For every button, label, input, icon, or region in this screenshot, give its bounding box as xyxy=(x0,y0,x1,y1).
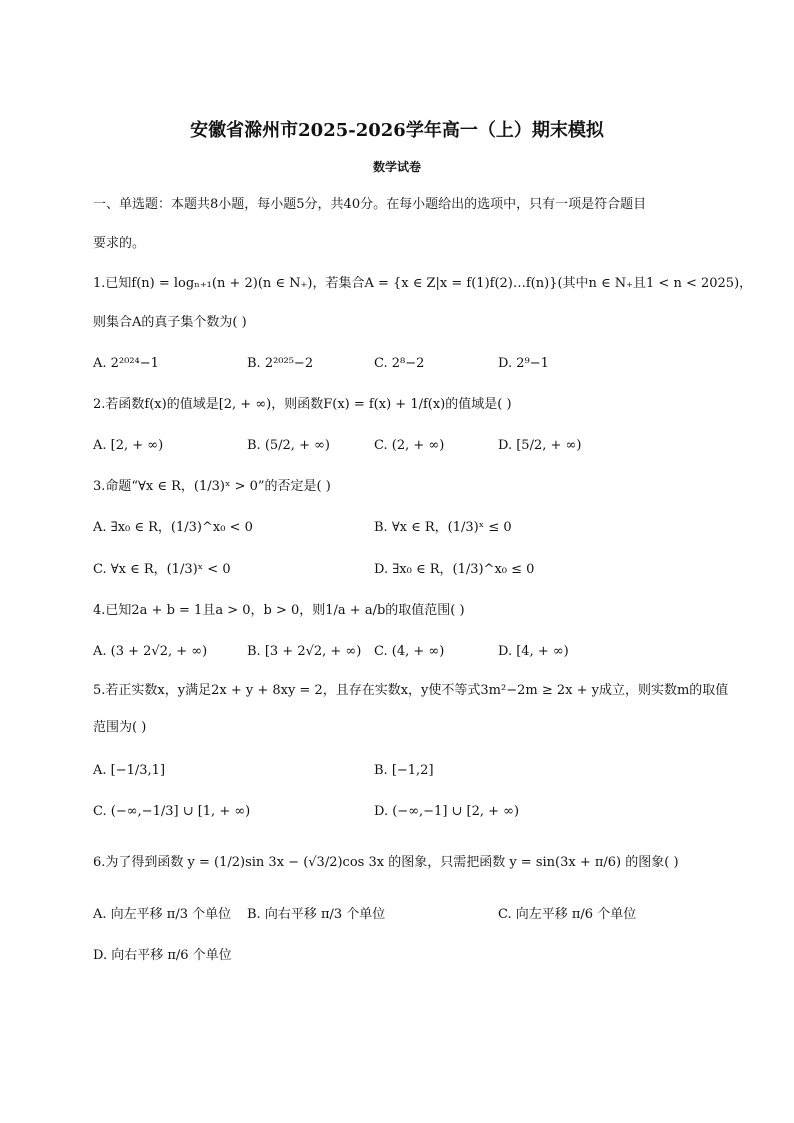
q6-option-d: D. 向右平移 π/6 个单位 xyxy=(93,948,232,963)
page-title: 安徽省滁州市2025-2026学年高一（上）期末模拟 xyxy=(190,120,604,141)
q2-option-b: B. (5/2, + ∞) xyxy=(247,438,331,453)
q5-stem-line-1: 5.若正实数x，y满足2x + y + 8xy = 2，且存在实数x，y使不等式3m²−2m ≥ 2x + y成立，则实数m的取值 xyxy=(93,683,729,698)
q2-option-a: A. [2, + ∞) xyxy=(93,438,164,453)
q1-option-b: B. 2²⁰²⁵−2 xyxy=(247,356,314,371)
q1-option-a: A. 2²⁰²⁴−1 xyxy=(93,356,159,371)
q2-option-c: C. (2, + ∞) xyxy=(374,438,445,453)
q5-option-b: B. [−1,2] xyxy=(374,763,434,778)
q4-option-d: D. [4, + ∞) xyxy=(498,644,569,659)
q4-option-a: A. (3 + 2√2, + ∞) xyxy=(93,644,208,659)
q6-option-a: A. 向左平移 π/3 个单位 xyxy=(93,907,232,922)
q4-stem-line-1: 4.已知2a + b = 1且a > 0，b > 0，则1/a + a/b的取值范围( ) xyxy=(93,603,465,618)
q3-stem-line-1: 3.命题“∀x ∈ R，(1/3)ˣ > 0”的否定是( ) xyxy=(93,479,331,494)
q6-option-c: C. 向左平移 π/6 个单位 xyxy=(498,907,637,922)
q5-stem-line-2: 范围为( ) xyxy=(93,720,147,735)
q1-option-c: C. 2⁸−2 xyxy=(374,356,425,371)
q1-option-d: D. 2⁹−1 xyxy=(498,356,549,371)
q3-option-b: B. ∀x ∈ R，(1/3)ˣ ≤ 0 xyxy=(374,520,512,535)
q4-option-c: C. (4, + ∞) xyxy=(374,644,445,659)
q2-option-d: D. [5/2, + ∞) xyxy=(498,438,582,453)
q1-stem-line-1: 1.已知f(n) = logₙ₊₁(n + 2)(n ∈ N₊)，若集合A = {x ∈ Z|x = f(1)f(2)…f(n)}(其中n ∈ N₊且1 < n < 2025)， xyxy=(93,276,753,291)
q5-option-a: A. [−1/3,1] xyxy=(93,763,166,778)
page-subtitle: 数学试卷 xyxy=(372,160,421,174)
q1-stem-line-2: 则集合A的真子集个数为( ) xyxy=(93,315,247,330)
q4-option-b: B. [3 + 2√2, + ∞) xyxy=(247,644,362,659)
q6-option-b: B. 向右平移 π/3 个单位 xyxy=(247,907,386,922)
section-heading-line-2: 要求的。 xyxy=(93,236,146,251)
section-heading-line-1: 一、单选题：本题共8小题，每小题5分，共40分。在每小题给出的选项中，只有一项是符合题目 xyxy=(93,197,647,212)
q6-stem-line-1: 6.为了得到函数 y = (1/2)sin 3x − (√3/2)cos 3x 的图象，只需把函数 y = sin(3x + π/6) 的图象( ) xyxy=(93,855,679,870)
q5-option-c: C. (−∞,−1/3] ∪ [1, + ∞) xyxy=(93,804,251,819)
q2-stem-line-1: 2.若函数f(x)的值域是[2, + ∞)，则函数F(x) = f(x) + 1/f(x)的值域是( ) xyxy=(93,397,512,412)
q3-option-a: A. ∃x₀ ∈ R，(1/3)^x₀ < 0 xyxy=(93,520,253,535)
q3-option-d: D. ∃x₀ ∈ R，(1/3)^x₀ ≤ 0 xyxy=(374,562,535,577)
q3-option-c: C. ∀x ∈ R，(1/3)ˣ < 0 xyxy=(93,562,231,577)
q5-option-d: D. (−∞,−1] ∪ [2, + ∞) xyxy=(374,804,520,819)
